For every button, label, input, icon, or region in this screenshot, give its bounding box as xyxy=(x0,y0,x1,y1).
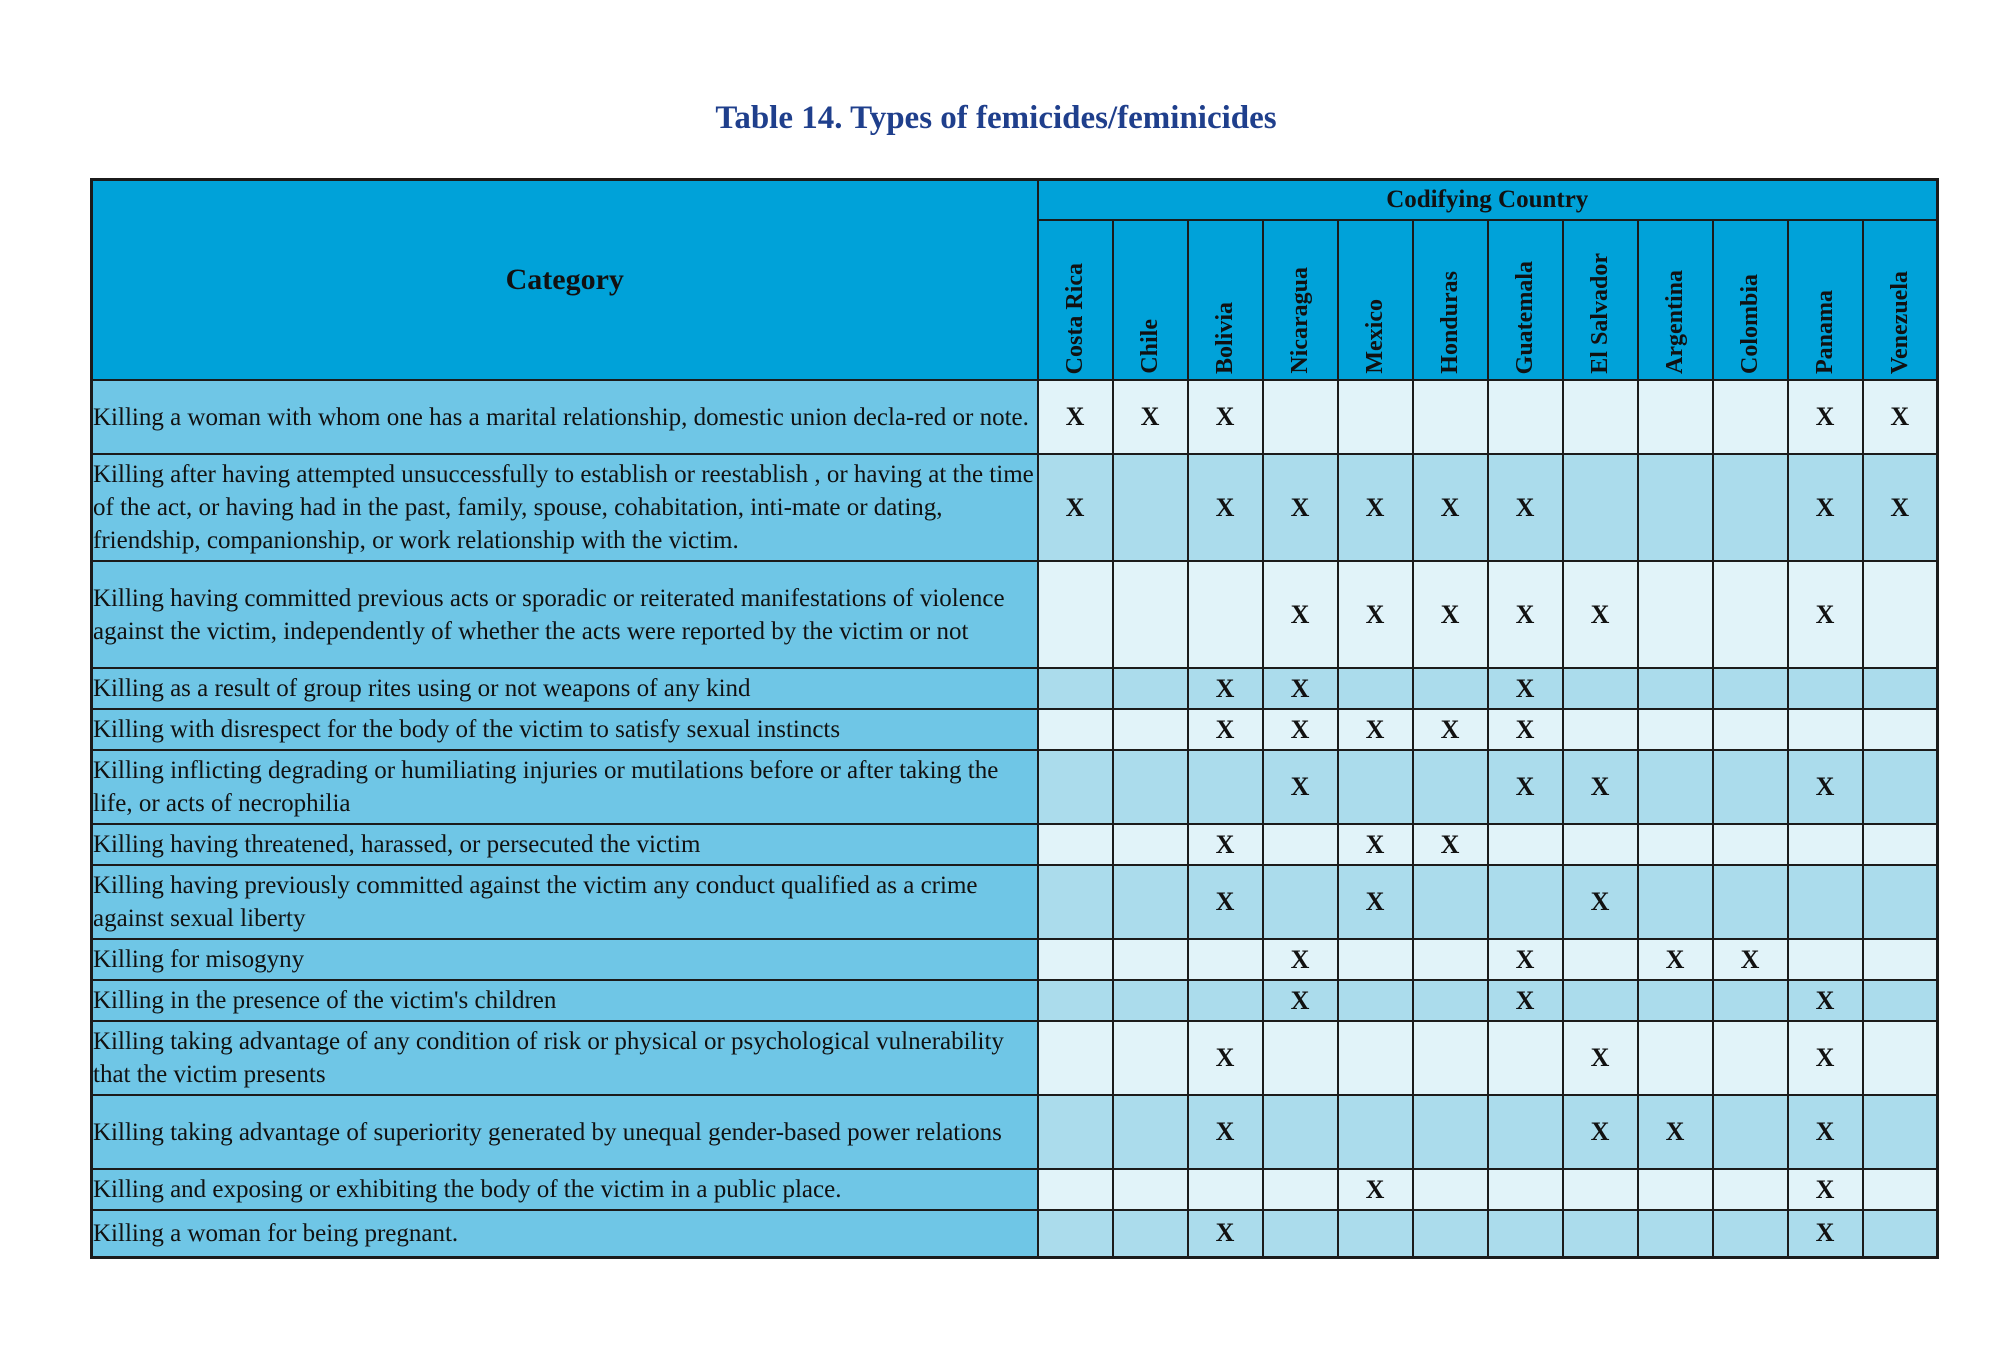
category-cell: Killing after having attempted unsuccessfully to establish or reestablish , or having at the time of the act, or having had in the past, family, spouse, cohabitation, inti-mate or dating, friendship, companionship, or work relationship with the victim. xyxy=(92,454,1038,561)
mark-cell xyxy=(1413,380,1488,454)
mark-cell xyxy=(1788,865,1863,939)
category-cell: Killing for misogyny xyxy=(92,939,1038,980)
mark-cell xyxy=(1113,1169,1188,1210)
mark-cell xyxy=(1713,1095,1788,1169)
mark-cell xyxy=(1263,824,1338,865)
codifying-country-header: Codifying Country xyxy=(1038,180,1938,221)
mark-cell xyxy=(1338,1021,1413,1095)
mark-cell xyxy=(1563,454,1638,561)
mark-cell: X xyxy=(1263,709,1338,750)
mark-cell xyxy=(1188,939,1263,980)
country-header-colombia xyxy=(1713,220,1788,380)
table-row xyxy=(92,380,1938,454)
mark-cell: X xyxy=(1413,709,1488,750)
table-row xyxy=(92,709,1938,750)
table-row xyxy=(92,750,1938,824)
mark-cell xyxy=(1713,750,1788,824)
table-row xyxy=(92,668,1938,709)
mark-cell xyxy=(1563,709,1638,750)
mark-cell xyxy=(1563,1210,1638,1257)
mark-cell xyxy=(1713,865,1788,939)
mark-cell xyxy=(1713,454,1788,561)
mark-cell xyxy=(1638,824,1713,865)
mark-cell xyxy=(1113,1021,1188,1095)
category-cell: Killing having previously committed against the victim any conduct qualified as a crime against sexual liberty xyxy=(92,865,1038,939)
mark-cell xyxy=(1713,709,1788,750)
mark-cell: X xyxy=(1338,865,1413,939)
country-header-honduras xyxy=(1413,220,1488,380)
mark-cell xyxy=(1413,980,1488,1021)
mark-cell xyxy=(1638,1210,1713,1257)
mark-cell: X xyxy=(1788,1021,1863,1095)
mark-cell: X xyxy=(1038,454,1113,561)
mark-cell: X xyxy=(1563,750,1638,824)
mark-cell xyxy=(1413,1021,1488,1095)
mark-cell: X xyxy=(1788,980,1863,1021)
mark-cell xyxy=(1563,980,1638,1021)
mark-cell xyxy=(1038,750,1113,824)
mark-cell xyxy=(1113,865,1188,939)
header-row-top xyxy=(92,180,1938,221)
mark-cell xyxy=(1038,1095,1113,1169)
mark-cell: X xyxy=(1413,561,1488,668)
mark-cell xyxy=(1038,1169,1113,1210)
mark-cell xyxy=(1863,939,1938,980)
mark-cell xyxy=(1338,668,1413,709)
table-title: Table 14. Types of femicides/feminicides xyxy=(715,100,1277,136)
country-header-nicaragua xyxy=(1263,220,1338,380)
mark-cell: X xyxy=(1488,561,1563,668)
mark-cell: X xyxy=(1263,939,1338,980)
mark-cell xyxy=(1713,980,1788,1021)
country-label: Venezuela xyxy=(1886,270,1913,374)
mark-cell xyxy=(1263,1210,1338,1257)
mark-cell xyxy=(1413,668,1488,709)
mark-cell xyxy=(1788,709,1863,750)
category-cell: Killing inflicting degrading or humiliating injuries or mutilations before or after taking the life, or acts of necrophilia xyxy=(92,750,1038,824)
mark-cell xyxy=(1038,980,1113,1021)
mark-cell xyxy=(1488,1021,1563,1095)
mark-cell: X xyxy=(1263,561,1338,668)
table-row xyxy=(92,824,1938,865)
mark-cell: X xyxy=(1413,454,1488,561)
mark-cell xyxy=(1113,750,1188,824)
country-header-costa-rica xyxy=(1038,220,1113,380)
mark-cell xyxy=(1638,561,1713,668)
mark-cell xyxy=(1488,380,1563,454)
mark-cell xyxy=(1863,824,1938,865)
mark-cell xyxy=(1038,709,1113,750)
mark-cell xyxy=(1713,561,1788,668)
mark-cell xyxy=(1038,668,1113,709)
mark-cell: X xyxy=(1863,380,1938,454)
mark-cell: X xyxy=(1863,454,1938,561)
table-row xyxy=(92,1169,1938,1210)
country-header-venezuela xyxy=(1863,220,1938,380)
mark-cell: X xyxy=(1563,1095,1638,1169)
country-label: Honduras xyxy=(1437,271,1463,374)
mark-cell: X xyxy=(1413,824,1488,865)
country-label: Bolivia xyxy=(1212,301,1238,374)
mark-cell xyxy=(1113,1095,1188,1169)
mark-cell xyxy=(1113,454,1188,561)
mark-cell xyxy=(1263,380,1338,454)
mark-cell xyxy=(1638,454,1713,561)
mark-cell xyxy=(1863,668,1938,709)
mark-cell xyxy=(1563,939,1638,980)
mark-cell: X xyxy=(1113,380,1188,454)
mark-cell xyxy=(1113,668,1188,709)
mark-cell xyxy=(1338,939,1413,980)
table-row xyxy=(92,1021,1938,1095)
mark-cell: X xyxy=(1188,1210,1263,1257)
mark-cell xyxy=(1038,824,1113,865)
mark-cell xyxy=(1188,980,1263,1021)
mark-cell: X xyxy=(1788,1210,1863,1257)
mark-cell xyxy=(1188,750,1263,824)
mark-cell: X xyxy=(1263,454,1338,561)
mark-cell xyxy=(1713,1169,1788,1210)
category-cell: Killing having threatened, harassed, or persecuted the victim xyxy=(92,824,1038,865)
mark-cell: X xyxy=(1563,865,1638,939)
mark-cell xyxy=(1263,865,1338,939)
mark-cell xyxy=(1863,561,1938,668)
mark-cell: X xyxy=(1188,709,1263,750)
mark-cell: X xyxy=(1788,380,1863,454)
mark-cell: X xyxy=(1188,668,1263,709)
mark-cell xyxy=(1113,980,1188,1021)
mark-cell xyxy=(1413,750,1488,824)
mark-cell xyxy=(1038,939,1113,980)
mark-cell xyxy=(1413,865,1488,939)
category-cell: Killing with disrespect for the body of the victim to satisfy sexual instincts xyxy=(92,709,1038,750)
mark-cell: X xyxy=(1488,709,1563,750)
mark-cell xyxy=(1488,824,1563,865)
table-row xyxy=(92,865,1938,939)
mark-cell xyxy=(1638,668,1713,709)
mark-cell: X xyxy=(1338,561,1413,668)
country-header-guatemala xyxy=(1488,220,1563,380)
mark-cell xyxy=(1638,865,1713,939)
mark-cell: X xyxy=(1713,939,1788,980)
mark-cell: X xyxy=(1263,750,1338,824)
category-cell: Killing having committed previous acts or sporadic or reiterated manifestations of violence against the victim, independently of whether the acts were reported by the victim or not xyxy=(92,561,1038,668)
mark-cell xyxy=(1413,1210,1488,1257)
mark-cell xyxy=(1263,1169,1338,1210)
mark-cell: X xyxy=(1338,454,1413,561)
mark-cell: X xyxy=(1788,1095,1863,1169)
mark-cell: X xyxy=(1188,824,1263,865)
mark-cell xyxy=(1638,709,1713,750)
mark-cell xyxy=(1563,380,1638,454)
mark-cell xyxy=(1638,1169,1713,1210)
country-label: Mexico xyxy=(1362,299,1388,374)
mark-cell xyxy=(1488,865,1563,939)
mark-cell xyxy=(1713,1210,1788,1257)
country-header-panama xyxy=(1788,220,1863,380)
mark-cell: X xyxy=(1338,824,1413,865)
table-row xyxy=(92,1210,1938,1257)
table-row xyxy=(92,1095,1938,1169)
mark-cell xyxy=(1713,1021,1788,1095)
mark-cell: X xyxy=(1188,380,1263,454)
mark-cell xyxy=(1788,668,1863,709)
mark-cell: X xyxy=(1488,668,1563,709)
mark-cell: X xyxy=(1788,454,1863,561)
mark-cell: X xyxy=(1338,709,1413,750)
table-body xyxy=(92,380,1938,1257)
mark-cell xyxy=(1488,1095,1563,1169)
mark-cell xyxy=(1113,824,1188,865)
mark-cell xyxy=(1338,980,1413,1021)
table-row xyxy=(92,454,1938,561)
mark-cell xyxy=(1638,380,1713,454)
mark-cell xyxy=(1263,1021,1338,1095)
mark-cell: X xyxy=(1788,561,1863,668)
mark-cell xyxy=(1038,865,1113,939)
mark-cell xyxy=(1038,1210,1113,1257)
category-cell: Killing taking advantage of any condition of risk or physical or psychological vulnerability that the victim presents xyxy=(92,1021,1038,1095)
mark-cell: X xyxy=(1488,980,1563,1021)
country-label: El Salvador xyxy=(1587,253,1613,374)
category-cell: Killing a woman for being pregnant. xyxy=(92,1210,1038,1257)
mark-cell xyxy=(1113,1210,1188,1257)
mark-cell xyxy=(1863,709,1938,750)
mark-cell: X xyxy=(1338,1169,1413,1210)
mark-cell: X xyxy=(1488,750,1563,824)
mark-cell: X xyxy=(1563,1021,1638,1095)
mark-cell xyxy=(1788,824,1863,865)
category-cell: Killing in the presence of the victim's children xyxy=(92,980,1038,1021)
mark-cell xyxy=(1563,1169,1638,1210)
mark-cell xyxy=(1713,380,1788,454)
country-label: Colombia xyxy=(1737,273,1763,374)
mark-cell: X xyxy=(1188,865,1263,939)
mark-cell: X xyxy=(1263,980,1338,1021)
mark-cell: X xyxy=(1488,939,1563,980)
country-label: Guatemala xyxy=(1512,260,1538,374)
country-header-argentina xyxy=(1638,220,1713,380)
category-cell: Killing and exposing or exhibiting the body of the victim in a public place. xyxy=(92,1169,1038,1210)
mark-cell xyxy=(1338,1210,1413,1257)
mark-cell xyxy=(1188,1169,1263,1210)
mark-cell xyxy=(1638,750,1713,824)
mark-cell xyxy=(1563,668,1638,709)
mark-cell xyxy=(1713,668,1788,709)
mark-cell xyxy=(1863,1210,1938,1257)
category-cell: Killing taking advantage of superiority generated by unequal gender-based power relations xyxy=(92,1095,1038,1169)
mark-cell: X xyxy=(1188,1021,1263,1095)
mark-cell xyxy=(1113,561,1188,668)
category-cell: Killing a woman with whom one has a marital relationship, domestic union decla-red or note. xyxy=(92,380,1038,454)
category-cell: Killing as a result of group rites using or not weapons of any kind xyxy=(92,668,1038,709)
mark-cell xyxy=(1863,1021,1938,1095)
mark-cell xyxy=(1113,939,1188,980)
mark-cell xyxy=(1863,1169,1938,1210)
mark-cell xyxy=(1188,561,1263,668)
mark-cell: X xyxy=(1638,1095,1713,1169)
femicide-types-table xyxy=(90,178,1939,1259)
country-label: Chile xyxy=(1137,319,1163,374)
mark-cell xyxy=(1113,709,1188,750)
mark-cell: X xyxy=(1038,380,1113,454)
country-label: Panama xyxy=(1812,290,1838,374)
mark-cell: X xyxy=(1488,454,1563,561)
mark-cell xyxy=(1038,561,1113,668)
mark-cell: X xyxy=(1788,1169,1863,1210)
country-label: Costa Rica xyxy=(1062,262,1088,374)
mark-cell xyxy=(1863,750,1938,824)
mark-cell xyxy=(1338,1095,1413,1169)
country-header-mexico xyxy=(1338,220,1413,380)
mark-cell: X xyxy=(1188,454,1263,561)
mark-cell: X xyxy=(1563,561,1638,668)
mark-cell xyxy=(1038,1021,1113,1095)
mark-cell: X xyxy=(1263,668,1338,709)
mark-cell xyxy=(1338,380,1413,454)
country-label: Argentina xyxy=(1662,270,1688,374)
mark-cell xyxy=(1488,1210,1563,1257)
mark-cell xyxy=(1338,750,1413,824)
mark-cell xyxy=(1638,980,1713,1021)
mark-cell xyxy=(1863,980,1938,1021)
table-row xyxy=(92,939,1938,980)
mark-cell xyxy=(1413,1169,1488,1210)
country-header-chile xyxy=(1113,220,1188,380)
country-label: Nicaragua xyxy=(1287,267,1313,374)
mark-cell xyxy=(1413,939,1488,980)
mark-cell xyxy=(1863,865,1938,939)
table-row xyxy=(92,980,1938,1021)
mark-cell xyxy=(1263,1095,1338,1169)
mark-cell: X xyxy=(1188,1095,1263,1169)
mark-cell xyxy=(1863,1095,1938,1169)
mark-cell xyxy=(1488,1169,1563,1210)
mark-cell xyxy=(1713,824,1788,865)
mark-cell xyxy=(1638,1021,1713,1095)
country-header-el-salvador xyxy=(1563,220,1638,380)
table-row xyxy=(92,561,1938,668)
mark-cell xyxy=(1788,939,1863,980)
mark-cell xyxy=(1563,824,1638,865)
country-header-bolivia xyxy=(1188,220,1263,380)
mark-cell: X xyxy=(1638,939,1713,980)
mark-cell: X xyxy=(1788,750,1863,824)
category-header: Category xyxy=(92,180,1038,381)
mark-cell xyxy=(1413,1095,1488,1169)
